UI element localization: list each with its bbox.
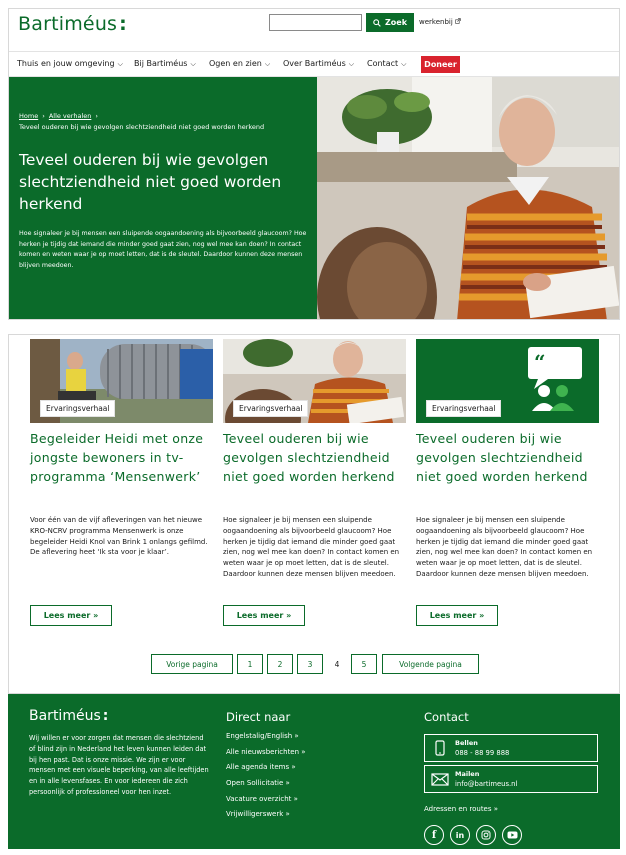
page-title: Teveel ouderen bij wie gevolgen slechtziendheid niet goed worden herkend: [19, 151, 282, 213]
werkenbij-link[interactable]: [419, 18, 461, 26]
linkedin-icon[interactable]: in: [450, 825, 470, 845]
story-tag: Ervaringsverhaal: [233, 400, 308, 417]
story-title[interactable]: Begeleider Heidi met onze jongste bewoners in tv-programma ‘Mensenwerk’: [30, 431, 204, 484]
phone-icon: [425, 740, 455, 756]
search-icon: [373, 19, 381, 27]
nav-label: Thuis en jouw omgeving: [17, 59, 115, 68]
breadcrumb: [19, 112, 102, 120]
nav-item-thuis[interactable]: [17, 59, 123, 69]
direct-naar-heading: Direct naar: [226, 710, 291, 724]
logo[interactable]: [18, 13, 127, 35]
main-nav: [9, 51, 619, 77]
story-text: Hoe signaleer je bij mensen een sluipende oogaandoening als bijvoorbeeld glaucoom? Hoe herken je tijdig dat iemand die minder goed gaat zien, nog wel mee kan doen? In contact komen en weten waar je op moet letten, dat is de sleutel. Daardoor kunnen deze mensen blijven meedoen.: [416, 516, 593, 578]
page-button-2[interactable]: 2: [267, 654, 293, 674]
story-card-image: [223, 339, 406, 423]
breadcrumb-separator-icon: ›: [42, 112, 45, 120]
bellen-value: 088 - 88 99 888: [455, 749, 510, 757]
svg-text:“: “: [534, 350, 546, 374]
lees-meer-button[interactable]: Lees meer »: [416, 605, 498, 626]
prev-page-button[interactable]: Vorige pagina: [151, 654, 233, 674]
footer-logo-text: Bartiméus: [29, 708, 101, 724]
story-card[interactable]: [416, 339, 600, 620]
story-title[interactable]: Teveel ouderen bij wie gevolgen slechtziendheid niet goed worden herkend: [223, 431, 395, 484]
page-button-5[interactable]: 5: [351, 654, 377, 674]
breadcrumb-home[interactable]: Home: [19, 112, 39, 120]
social-links: [424, 825, 522, 845]
footer-link-sollicitatie[interactable]: Open Sollicitatie »: [226, 779, 290, 788]
mail-icon: [425, 773, 455, 786]
nav-label: Contact: [367, 59, 399, 68]
werkenbij-label: werkenbij: [419, 18, 453, 26]
chevron-down-icon: ⌵: [190, 60, 196, 68]
page-button-3[interactable]: 3: [297, 654, 323, 674]
next-page-button[interactable]: Volgende pagina: [382, 654, 479, 674]
story-text: Hoe signaleer je bij mensen een sluipende oogaandoening als bijvoorbeeld glaucoom? Hoe herken je tijdig dat iemand die minder goed gaat zien, nog wel mee kan doen? In contact komen en weten waar je op moet letten, dat is de sleutel. Daardoor kunnen deze mensen blijven meedoen.: [223, 516, 400, 578]
breadcrumb-separator-icon: ›: [95, 112, 98, 120]
logo-text: Bartiméus: [18, 13, 118, 35]
footer-link-nieuws[interactable]: Alle nieuwsberichten »: [226, 747, 306, 756]
chevron-down-icon: ⌵: [264, 60, 271, 68]
search-button[interactable]: [366, 13, 414, 32]
hero-intro: Hoe signaleer je bij mensen een sluipende oogaandoening als bijvoorbeeld glaucoom? Hoe herken je tijdig dat iemand die minder goed gaat zien, nog wel mee kan doen? In contact komen en weten waar je op moet letten, dat is de sleutel. Daardoor kunnen deze mensen blijven meedoen.: [19, 230, 307, 269]
nav-label: Bij Bartiméus: [134, 59, 188, 68]
hero-photo-illustration: [317, 77, 620, 320]
bellen-box[interactable]: [424, 734, 598, 762]
story-card[interactable]: [223, 339, 407, 620]
footer-links: [226, 732, 306, 826]
footer-link-vacatures[interactable]: Vacature overzicht »: [226, 794, 298, 803]
nav-label: Ogen en zien: [209, 59, 262, 68]
story-title[interactable]: Teveel ouderen bij wie gevolgen slechtziendheid niet goed worden herkend: [416, 431, 588, 484]
lees-meer-button[interactable]: Lees meer »: [30, 605, 112, 626]
page-current: 4: [327, 654, 347, 674]
nav-item-contact[interactable]: [367, 59, 406, 69]
footer-link-vrijwilligers[interactable]: Vrijwilligerswerk »: [226, 810, 290, 819]
story-tag: Ervaringsverhaal: [426, 400, 501, 417]
nav-item-bij-bartimeus[interactable]: [134, 59, 196, 69]
story-card[interactable]: [30, 339, 214, 620]
chevron-down-icon: ⌵: [117, 60, 123, 68]
footer-link-agenda[interactable]: Alle agenda items »: [226, 763, 296, 772]
chevron-down-icon: ⌵: [401, 60, 407, 68]
footer-logo[interactable]: [29, 708, 108, 724]
mailen-value: info@bartimeus.nl: [455, 780, 518, 788]
search-button-label: Zoek: [384, 18, 408, 27]
story-text: Voor één van de vijf afleveringen van het nieuwe KRO-NCRV programma Mensenwerk is onze begeleider Heidi Knol van Brink 1 onlangs gefilmd. De aflevering heet ‘Ik sta voor je klaar’.: [30, 516, 208, 557]
story-card-image: [416, 339, 599, 423]
hero-photo: [317, 77, 620, 320]
mailen-label: Mailen: [455, 770, 480, 778]
contact-heading: Contact: [424, 710, 469, 724]
logo-dots-icon: :: [119, 13, 127, 35]
footer-link-english[interactable]: Engelstalig/English »: [226, 732, 299, 740]
top-bar: [9, 9, 619, 51]
nav-item-over-bartimeus[interactable]: [283, 59, 354, 69]
breadcrumb-alle-verhalen[interactable]: Alle verhalen: [48, 112, 92, 120]
bellen-label: Bellen: [455, 739, 478, 747]
youtube-icon[interactable]: [502, 825, 522, 845]
facebook-icon[interactable]: f: [424, 825, 444, 845]
doneer-button[interactable]: Doneer: [421, 56, 460, 73]
nav-label: Over Bartiméus: [283, 59, 346, 68]
footer-about: Wij willen er voor zorgen dat mensen die slechtziend of blind zijn in Nederland het leven kunnen leiden dat bij hen past. Dat is onze missie. We zijn er voor mensen met een visuele beperking, van alle leeftijden en in alle levensfases. En voor iedereen die zich persoonlijk of professioneel voor hen inzet.: [29, 734, 209, 796]
external-link-icon: [455, 18, 461, 24]
instagram-icon[interactable]: [476, 825, 496, 845]
search-input[interactable]: [269, 14, 362, 31]
stories-section: [8, 334, 620, 694]
logo-dots-icon: :: [102, 708, 109, 724]
story-tag: Ervaringsverhaal: [40, 400, 115, 417]
top-section: [8, 8, 620, 320]
nav-item-ogen-en-zien[interactable]: [209, 59, 270, 69]
chevron-down-icon: ⌵: [348, 60, 355, 68]
adressen-link[interactable]: Adressen en routes »: [424, 805, 499, 813]
mailen-box[interactable]: [424, 765, 598, 793]
footer: [8, 694, 620, 849]
breadcrumb-current: Teveel ouderen bij wie gevolgen slechtziendheid niet goed worden herkend: [19, 123, 265, 131]
story-card-image: [30, 339, 213, 423]
lees-meer-button[interactable]: Lees meer »: [223, 605, 305, 626]
pagination: [9, 654, 619, 676]
page-button-1[interactable]: 1: [237, 654, 263, 674]
hero-panel: [9, 77, 317, 320]
